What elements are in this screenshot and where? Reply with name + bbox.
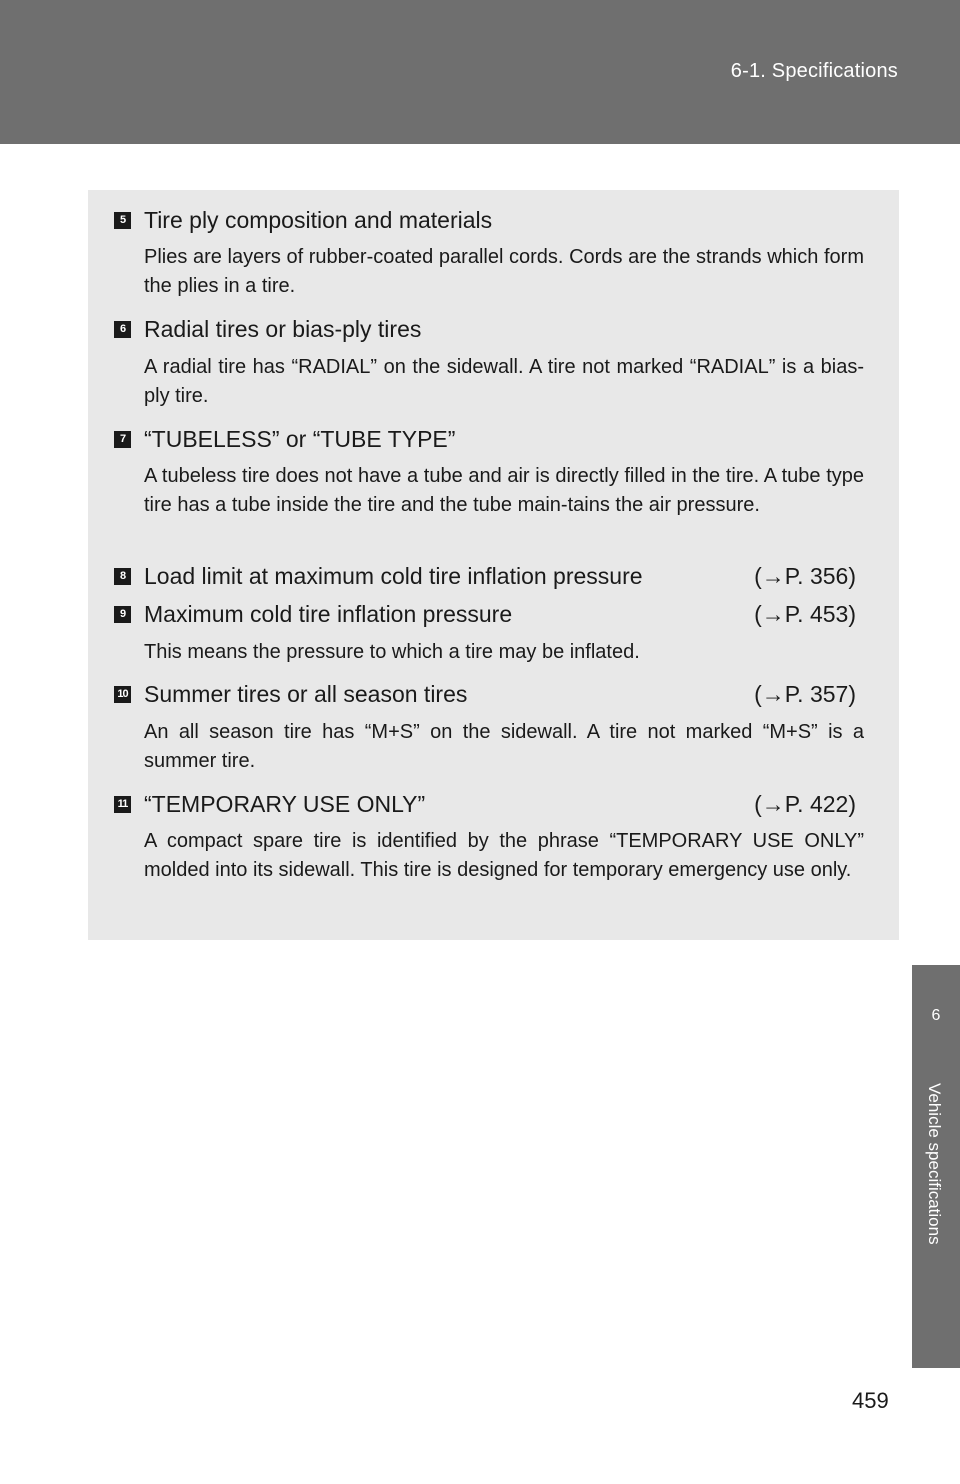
item-number-badge: 11	[114, 796, 131, 813]
page-header	[0, 0, 960, 144]
item-description: This means the pressure to which a tire may be inflated.	[144, 641, 640, 663]
item-description: A tubeless tire does not have a tube and air is directly filled in the tire. A tube type tire has a tube inside the tire and the tube main-tains the air pressure.	[144, 465, 864, 516]
item-description: A radial tire has “RADIAL” on the sidewall. A tire not marked “RADIAL” is a bias-ply tire.	[144, 356, 864, 407]
page-reference-link[interactable]: (→P. 422)	[754, 791, 856, 817]
item-title: Tire ply composition and materials	[144, 207, 493, 233]
item-description: Plies are layers of rubber-coated parallel cords. Cords are the strands which form the plies in a tire.	[144, 246, 864, 297]
item-number-badge: 9	[114, 606, 131, 623]
page-reference-link[interactable]: (→P. 453)	[754, 601, 856, 627]
item-number-badge: 7	[114, 431, 131, 448]
item-title: Maximum cold tire inflation pressure	[144, 601, 513, 627]
chapter-side-tab[interactable]	[912, 965, 960, 1368]
item-title: Radial tires or bias-ply tires	[144, 316, 422, 342]
page-reference-link[interactable]: (→P. 357)	[754, 681, 856, 707]
item-description: A compact spare tire is identified by the phrase “TEMPORARY USE ONLY” molded into its sidewall. This tire is designed for temporary emergency use only.	[144, 830, 864, 881]
chapter-number: 6	[931, 1007, 941, 1024]
item-number-badge: 10	[114, 686, 131, 703]
chapter-label: Vehicle specifications	[925, 1083, 944, 1245]
section-title: 6-1. Specifications	[730, 60, 898, 82]
item-number-badge: 5	[114, 212, 131, 229]
item-number-badge: 6	[114, 321, 131, 338]
item-title: Load limit at maximum cold tire inflation pressure	[144, 563, 643, 589]
tire-info-box	[88, 190, 899, 940]
item-title: “TUBELESS” or “TUBE TYPE”	[144, 426, 456, 452]
page-reference-link[interactable]: (→P. 356)	[754, 563, 856, 589]
page-number: 459	[852, 1388, 889, 1413]
item-title: Summer tires or all season tires	[144, 681, 468, 707]
item-description: An all season tire has “M+S” on the sidewall. A tire not marked “M+S” is a summer tire.	[144, 721, 864, 772]
item-number-badge: 8	[114, 568, 131, 585]
item-title: “TEMPORARY USE ONLY”	[144, 791, 426, 817]
